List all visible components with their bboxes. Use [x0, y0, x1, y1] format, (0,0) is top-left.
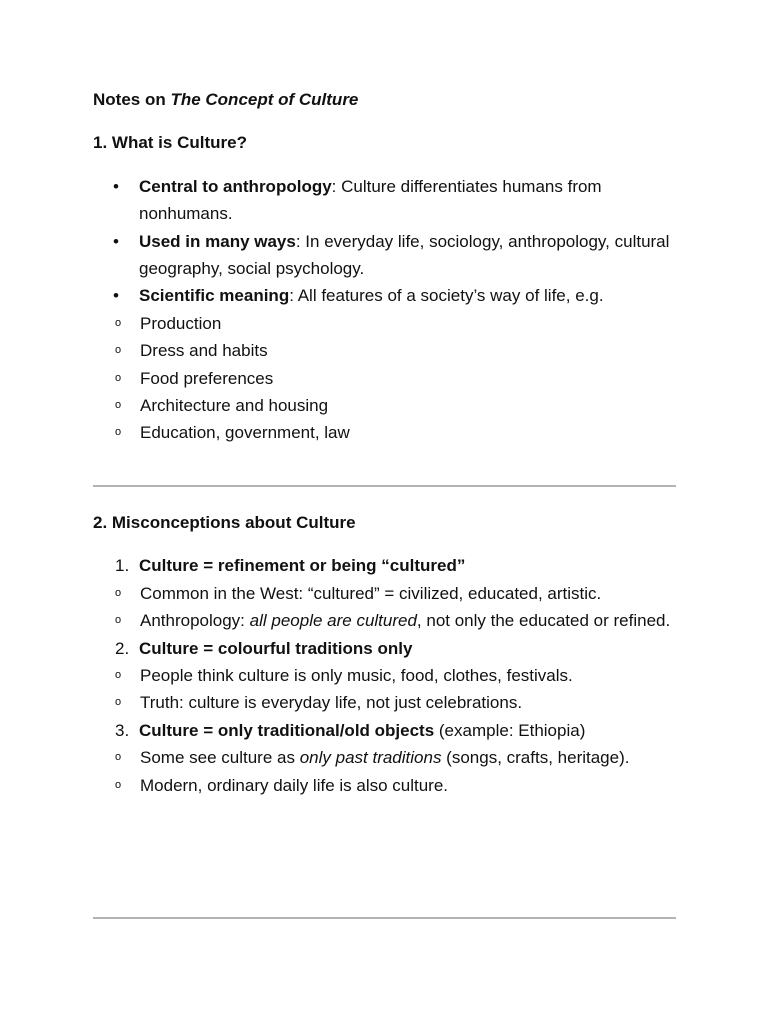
sub-list-item: o Truth: culture is everyday life, not just celebrations. — [93, 689, 676, 716]
section2 — [93, 509, 676, 799]
sub-bullet-marker: o — [115, 614, 122, 627]
sub-list — [93, 744, 676, 799]
sub-bullet-marker: o — [115, 669, 122, 682]
section-divider — [93, 485, 676, 487]
sub-bullet-marker: o — [115, 399, 122, 412]
sub-bullet-marker: o — [115, 316, 122, 329]
sub-bullet-marker: o — [115, 344, 122, 357]
section-divider — [93, 917, 676, 919]
sub-list-item: o Food preferences — [93, 365, 676, 392]
section2-heading: 2. Misconceptions about Culture — [93, 513, 356, 532]
sub-list-item: o Education, government, law — [93, 419, 676, 446]
section2-list — [93, 552, 676, 799]
sub-list-item: o Modern, ordinary daily life is also culture. — [93, 772, 676, 799]
list-item: • Central to anthropology: Culture differentiates humans from nonhumans. — [93, 173, 676, 228]
sub-bullet-marker: o — [115, 778, 122, 791]
sub-bullet-marker: o — [115, 751, 122, 764]
sub-list — [93, 580, 676, 635]
sub-list-item: o Common in the West: “cultured” = civilized, educated, artistic. — [93, 580, 676, 607]
sub-list-item: o Production — [93, 310, 676, 337]
item-number: 1. — [115, 556, 130, 576]
sub-list-item: o People think culture is only music, food, clothes, festivals. — [93, 662, 676, 689]
sub-list-item: o Anthropology: all people are cultured, not only the educated or refined. — [93, 607, 676, 634]
bullet-marker: • — [113, 286, 119, 306]
sub-bullet-marker: o — [115, 696, 122, 709]
item-number: 3. — [115, 720, 130, 740]
document-title: Notes on The Concept of Culture — [93, 90, 359, 109]
item-number: 2. — [115, 638, 130, 658]
bullet-marker: • — [113, 176, 119, 196]
sub-bullet-marker: o — [115, 586, 122, 599]
sub-bullet-marker: o — [115, 371, 122, 384]
numbered-item: 2. Culture = colourful traditions only o People think culture is only music, food, clothes, festivals. o Truth: culture is everyday life, not just celebrations. — [93, 635, 676, 717]
list-item: • Scientific meaning: All features of a society’s way of life, e.g. o Production o Dress and habits o Food preferences o Architecture and housing o Education, government, law — [93, 282, 676, 446]
numbered-item: 1. Culture = refinement or being “cultured” o Common in the West: “cultured” = civilized, educated, artistic. o Anthropology: all people are cultured, not only the educated or refined. — [93, 552, 676, 634]
bullet-marker: • — [113, 231, 119, 251]
sub-bullet-marker: o — [115, 426, 122, 439]
sub-list-item: o Dress and habits — [93, 337, 676, 364]
sub-list — [93, 310, 676, 447]
document-page — [93, 86, 676, 447]
sub-list-item: o Architecture and housing — [93, 392, 676, 419]
list-item: • Used in many ways: In everyday life, sociology, anthropology, cultural geography, social psychology. — [93, 228, 676, 283]
section1-heading: 1. What is Culture? — [93, 133, 247, 153]
sub-list — [93, 662, 676, 717]
numbered-item: 3. Culture = only traditional/old objects (example: Ethiopia) o Some see culture as only past traditions (songs, crafts, heritage). o Modern, ordinary daily life is also culture. — [93, 717, 676, 799]
section1-list — [93, 173, 676, 447]
sub-list-item: o Some see culture as only past traditions (songs, crafts, heritage). — [93, 744, 676, 771]
